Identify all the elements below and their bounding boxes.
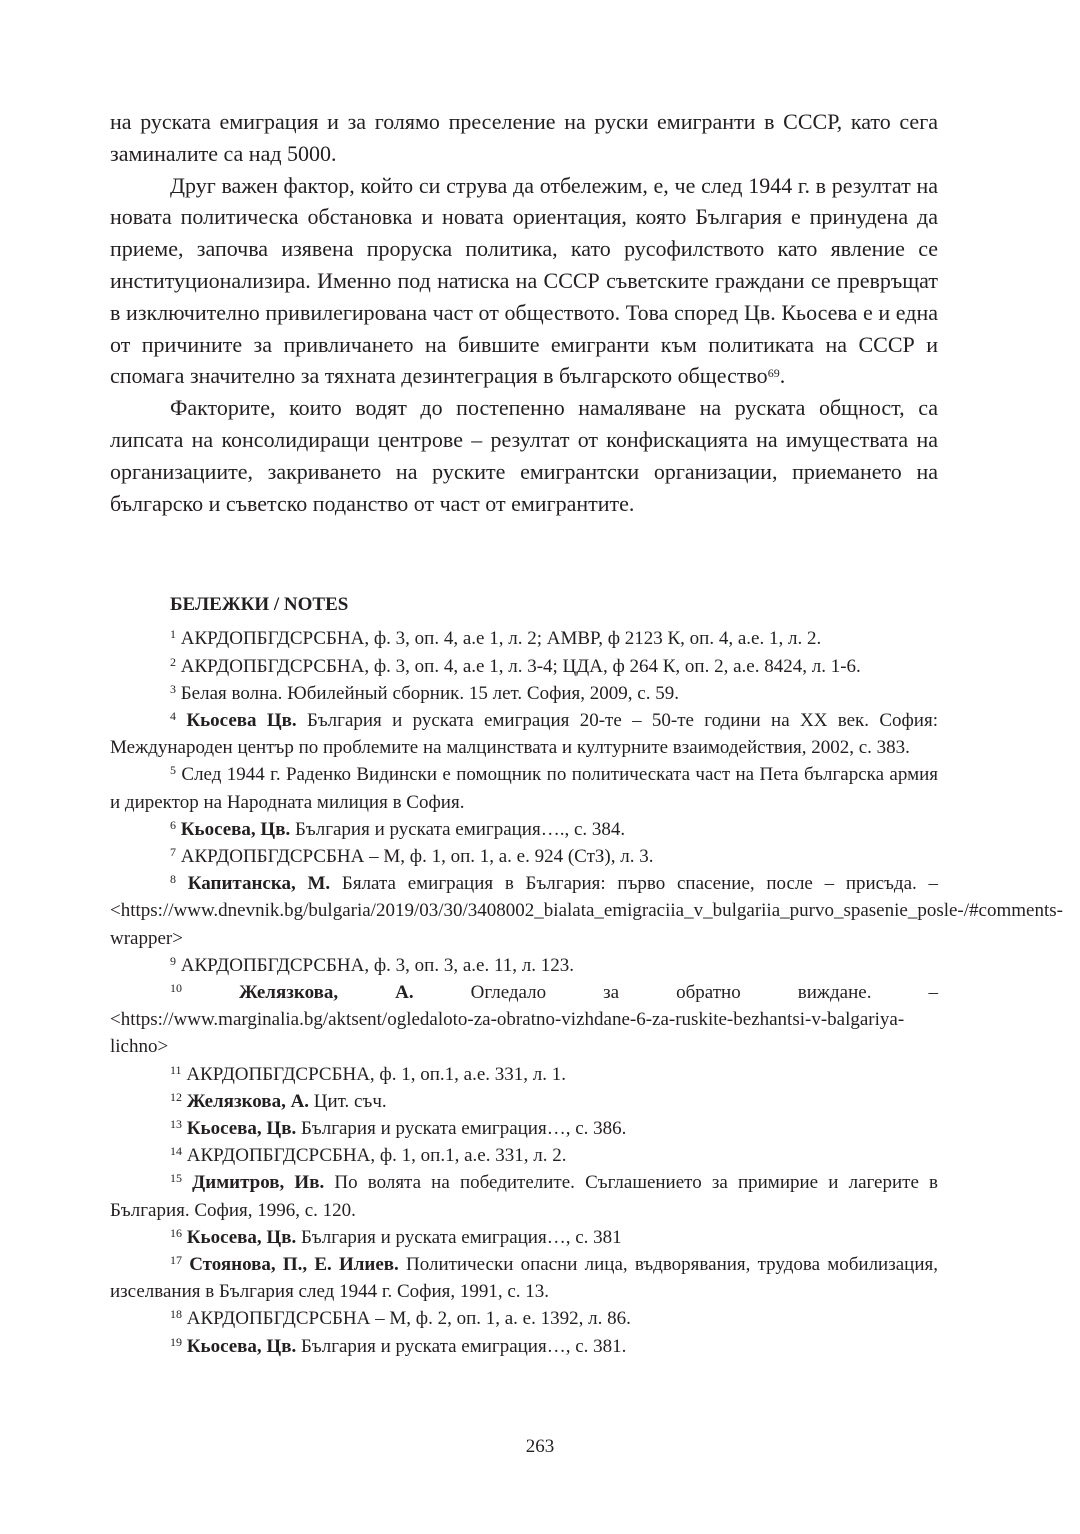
footnote: $^2$ АКРДОПБГДСРСБНА, ф. 3, оп. 4, а.е 1, л. 3-4; ЦДА, ф 264 К, оп. 2, а.е. 8424, л. 1-6. [170, 654, 861, 677]
paragraph: на руската емиграция и за голямо преселение на руски емигранти в СССР, като сега заминалите са над 5000. [110, 109, 938, 166]
footnote: $^6$ Кьосева, Цв. България и руската емиграция…., с. 384. [170, 817, 626, 840]
footnote: $^{11}$ АКРДОПБГДСРСБНА, ф. 1, оп.1, а.е. 331, л. 1. [170, 1062, 567, 1085]
footnote: $^{10}$ Желязкова, А. Огледало за обратно виждане. – <https://www.marginalia.bg/aktsent/ogledaloto-za-obratno-vizhdane-6-za-ruskite-bezhantsi-v-balgariya-lichno> [110, 981, 939, 1058]
footnote: $^{18}$ АКРДОПБГДСРСБНА – М, ф. 2, оп. 1, а. е. 1392, л. 86. [170, 1307, 631, 1330]
footnote: $^{13}$ Кьосева, Цв. България и руската емиграция…, с. 386. [170, 1117, 627, 1140]
footnote: $^1$ АКРДОПБГДСРСБНА, ф. 3, оп. 4, а.е 1, л. 2; АМВР, ф 2123 К, оп. 4, а.е. 1, л. 2. [170, 627, 822, 650]
footnote: $^{16}$ Кьосева, Цв. България и руската емиграция…, с. 381 [170, 1225, 622, 1248]
paragraph: Друг важен фактор, който си струва да отбележим, е, че след 1944 г. в резултат на новата политическа обстановка и новата ориентация, която България е принудена да приеме, започва изявена проруска политика, като русофилството като явление се институционализира. Именно под натиска на СССР съветските граждани се превръщат в изключително привилегирована част от обществото. Това според Цв. Кьосева е и една от причините за привличането на бившите емигранти към политиката на СССР и спомага значително за тяхната дезинтеграция в българското общество$^{69}$. [110, 172, 938, 389]
paragraph: Факторите, които водят до постепенно намаляване на руската общност, са липсата на консолидиращи центрове – резултат от конфискацията на имуществата на организациите, закриването на руските емигрантски организации, приемането на българско и съветско поданство от част от емигрантите. [110, 395, 938, 516]
footnote: $^8$ Капитанска, М. Бялата емиграция в България: първо спасение, после – присъда. – <https://www.dnevnik.bg/bulgaria/2019/03/30/3408002_bialata_emigraciia_v_bulgariia_purvo_spasenie_posle-/#comments-wrapper> [110, 872, 1063, 949]
footnote: $^{14}$ АКРДОПБГДСРСБНА, ф. 1, оп.1, а.е. 331, л. 2. [170, 1144, 567, 1167]
notes-heading: БЕЛЕЖКИ / NOTES [170, 594, 349, 616]
footnote: $^9$ АКРДОПБГДСРСБНА, ф. 3, оп. 3, а.е. 11, л. 123. [170, 953, 574, 976]
footnote: $^{17}$ Стоянова, П., Е. Илиев. Политически опасни лица, въдворявания, трудова мобилизация, изселвания в България след 1944 г. София, 1991, с. 13. [110, 1253, 938, 1303]
footnote-ref: 69 [767, 366, 780, 381]
footnote: $^{12}$ Желязкова, А. Цит. съч. [170, 1089, 387, 1112]
body-text [110, 106, 938, 519]
page [110, 106, 1063, 1360]
footnote: $^{15}$ Димитров, Ив. По волята на победителите. Съглашението за примирие и лагерите в България. София, 1996, с. 120. [110, 1171, 939, 1221]
page-number: 263 [525, 1436, 555, 1457]
footnote: $^4$ Кьосева Цв. България и руската емиграция 20-те – 50-те години на ХХ век. София: Международен център по проблемите на малцинствата и културните взаимодействия, 2002, с. 383. [110, 708, 938, 759]
footnote: $^7$ АКРДОПБГДСРСБНА – М, ф. 1, оп. 1, а. е. 924 (СтЗ), л. 3. [170, 844, 654, 867]
notes-list [110, 625, 1063, 1359]
footnote: $^3$ Белая волна. Юбилейный сборник. 15 лет. София, 2009, с. 59. [170, 681, 679, 704]
footnote: $^{19}$ Кьосева, Цв. България и руската емиграция…, с. 381. [170, 1334, 627, 1357]
footnote: $^5$ След 1944 г. Раденко Видински е помощник по политическата част на Пета българска армия и директор на Народната милиция в София. [110, 763, 938, 813]
